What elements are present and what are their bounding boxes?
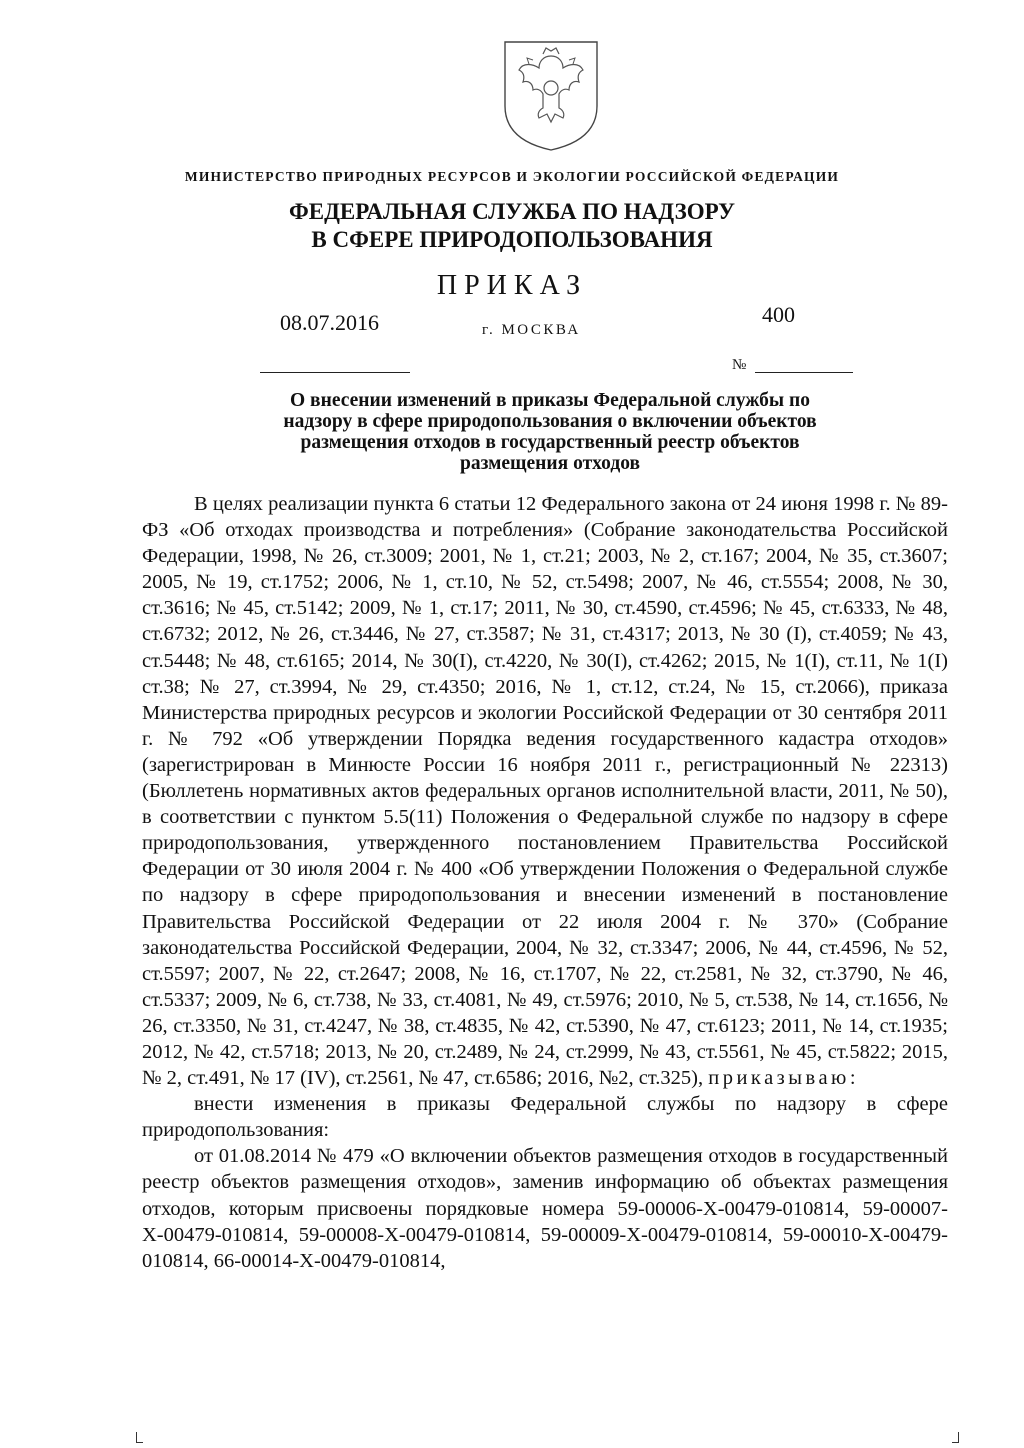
line-break-mark-right bbox=[952, 1432, 959, 1443]
order-date: 08.07.2016 bbox=[280, 310, 379, 335]
order-word: приказываю: bbox=[708, 1067, 860, 1090]
order-number: 400 bbox=[762, 302, 795, 327]
ministry-name: МИНИСТЕРСТВО ПРИРОДНЫХ РЕСУРСОВ И ЭКОЛОГИИ РОССИЙСКОЙ ФЕДЕРАЦИИ bbox=[184, 169, 840, 184]
date-underline bbox=[260, 372, 410, 373]
preamble-text: В целях реализации пункта 6 статьи 12 Федерального закона от 24 июня 1998 г. № 89-ФЗ «Об отходах производства и потребления» (Собрание законодательства Российской Федерации, 1998, № 26, ст.3009; 2001, № 1, ст.21; 2003, № 2, ст.167; 2004, № 35, ст.3607; 2005, № 19, ст.1752; 2006, № 1, ст.10, № 52, ст.5498; 2007, № 46, ст.5554; 2008, № 30, ст.3616; № 45, ст.5142; 2009, № 1, ст.17; 2011, № 30, ст.4590, ст.4596; № 45, ст.6333, № 48, ст.6732; 2012, № 26, ст.3446, № 27, ст.3587; № 31, ст.4317; 2013, № 30 (I), ст.4059; № 43, ст.5448; № 48, ст.6165; 2014, № 30(I), ст.4220, № 30(I), ст.4262; 2015, № 1(I), ст.11, № 1(I) ст.38; № 27, ст.3994, № 29, ст.4350; 2016, № 1, ст.12, ст.24, № 15, ст.2066), приказа Министерства природных ресурсов и экологии Российской Федерации от 30 сентября 2011 г. № 792 «Об утверждении Порядка ведения государственного кадастра отходов» (зарегистрирован в Минюсте России 16 ноября 2011 г., регистрационный № 22313) (Бюллетень нормативных актов федеральных органов исполнительной власти, 2011, № 50), в соответствии с пунктом 5.5(11) Положения о Федеральной службе по надзору в сфере природопользования, утвержденного постановлением Правительства Российской Федерации от 30 июля 2004 г. № 400 «Об утверждении Положения о Федеральной службе по надзору в сфере природопользования и внесении изменений в постановление Правительства Российской Федерации от 22 июля 2004 г. № 370» (Собрание законодательства Российской Федерации, 2004, № 32, ст.3347; 2006, № 44, ст.4596, № 52, ст.5597; 2007, № 22, ст.2647; 2008, № 16, ст.1707, № 22, ст.2581, № 32, ст.3790, № 46, ст.5337; 2009, № 6, ст.738, № 33, ст.4081, № 49, ст.5976; 2010, № 5, ст.538, № 14, ст.1656, № 26, ст.3350, № 31, ст.4247, № 38, ст.4835, № 42, ст.5390, № 47, ст.6123; 2011, № 14, ст.1935; 2012, № 42, ст.5718; 2013, № 20, ст.2489, № 24, ст.2999, № 43, ст.5561, № 45, ст.5822; 2015, № 2, ст.491, № 17 (IV), ст.2561, № 47, ст.6586; 2016, №2, ст.325), bbox=[142, 493, 948, 1090]
number-underline bbox=[755, 372, 853, 373]
subject-line-3: размещения отходов в государственный реестр объектов bbox=[300, 432, 800, 453]
line-break-mark-left bbox=[136, 1432, 143, 1443]
agency-line-1: ФЕДЕРАЛЬНАЯ СЛУЖБА ПО НАДЗОРУ bbox=[288, 199, 736, 224]
subject-line-2: надзору в сфере природопользования о включении объектов bbox=[283, 411, 817, 432]
agency-name bbox=[0, 198, 1024, 254]
coat-of-arms-icon bbox=[499, 36, 603, 154]
paragraph-preamble bbox=[142, 491, 948, 1091]
subject-line-4: размещения отходов bbox=[459, 453, 641, 474]
subject-line-1: О внесении изменений в приказы Федеральной службы по bbox=[290, 390, 810, 411]
paragraph-amendment: от 01.08.2014 № 479 «О включении объектов размещения отходов в государственный реестр объектов размещения отходов», заменив информацию об объектах размещения отходов, которым присвоены порядковые номера 59-00006-Х-00479-010814, 59-00007-Х-00479-010814, 59-00008-Х-00479-010814, 59-00009-Х-00479-010814, 59-00010-Х-00479-010814, 66-00014-Х-00479-010814, bbox=[142, 1145, 948, 1272]
order-subject bbox=[210, 390, 890, 474]
order-title: ПРИКАЗ bbox=[436, 270, 588, 301]
number-sign: № bbox=[732, 357, 747, 373]
paragraph-directive: внести изменения в приказы Федеральной службы по надзору в сфере природопользования: bbox=[142, 1093, 948, 1142]
order-body bbox=[142, 491, 948, 1274]
agency-line-2: В СФЕРЕ ПРИРОДОПОЛЬЗОВАНИЯ bbox=[311, 227, 713, 252]
order-city: г. МОСКВА bbox=[482, 322, 581, 338]
